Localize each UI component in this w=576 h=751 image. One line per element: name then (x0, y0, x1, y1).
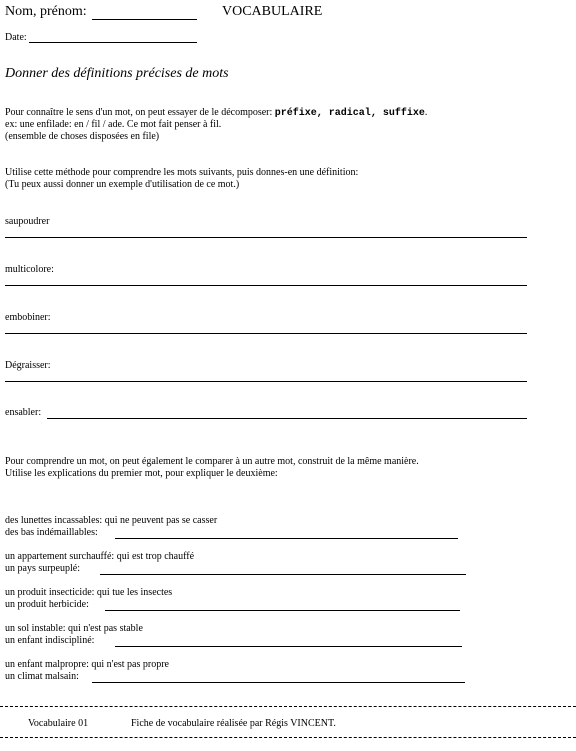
answer-line[interactable] (115, 646, 462, 647)
compare-line-2: Utilise les explications du premier mot, pour expliquer le deuxième: (5, 468, 278, 479)
answer-line[interactable] (5, 333, 527, 334)
pair-example: un enfant malpropre: qui n'est pas propre (5, 659, 169, 670)
word-saupoudrer: saupoudrer (5, 216, 50, 227)
answer-line[interactable] (92, 682, 465, 683)
answer-line[interactable] (100, 574, 466, 575)
method-line-1: Utilise cette méthode pour comprendre les mots suivants, puis donnes-en une définition: (5, 167, 359, 178)
date-blank-line[interactable] (29, 42, 197, 43)
footer-right-text: Fiche de vocabulaire réalisée par Régis VINCENT. (131, 718, 336, 729)
word-multicolore: multicolore: (5, 264, 54, 275)
footer-left-text: Vocabulaire 01 (28, 718, 89, 729)
intro-bold-terms: préfixe, radical, suffixe (274, 108, 425, 119)
intro-line-1-text: Pour connaître le sens d'un mot, on peut essayer de le décomposer: (5, 107, 273, 118)
pair-example: un produit insecticide: qui tue les insectes (5, 587, 173, 598)
date-label: Date: (5, 32, 27, 43)
pair-prompt: des bas indémaillables: (5, 527, 98, 538)
name-blank-line[interactable] (92, 19, 197, 20)
footer-top-divider (0, 706, 576, 707)
answer-line[interactable] (115, 538, 458, 539)
pair-prompt: un pays surpeuplé: (5, 563, 80, 574)
pair-prompt: un climat malsain: (5, 671, 79, 682)
answer-line[interactable] (5, 285, 527, 286)
pair-example: des lunettes incassables: qui ne peuvent pas se casser (5, 515, 218, 526)
word-ensabler: ensabler: (5, 407, 42, 418)
pair-example: un appartement surchauffé: qui est trop chauffé (5, 551, 195, 562)
pair-prompt: un produit herbicide: (5, 599, 89, 610)
intro-line-1-end: . (424, 107, 428, 118)
word-embobiner: embobiner: (5, 312, 51, 323)
pair-example: un sol instable: qui n'est pas stable (5, 623, 143, 634)
name-label: Nom, prénom: (5, 4, 87, 19)
answer-line[interactable] (5, 381, 527, 382)
method-line-2: (Tu peux aussi donner un exemple d'utilisation de ce mot.) (5, 179, 240, 190)
compare-line-1: Pour comprendre un mot, on peut également le comparer à un autre mot, construit de la même manière. (5, 456, 419, 467)
answer-line[interactable] (105, 610, 460, 611)
intro-line-3: (ensemble de choses disposées en file) (5, 131, 160, 142)
pair-prompt: un enfant indiscipliné: (5, 635, 95, 646)
page-title: VOCABULAIRE (222, 4, 323, 19)
word-degraisser: Dégraisser: (5, 360, 51, 371)
answer-line[interactable] (5, 237, 527, 238)
footer-bottom-divider (0, 737, 576, 738)
section-title: Donner des définitions précises de mots (5, 66, 229, 81)
answer-line[interactable] (47, 418, 527, 419)
intro-line-2: ex: une enfilade: en / fil / ade. Ce mot fait penser à fil. (5, 119, 222, 130)
